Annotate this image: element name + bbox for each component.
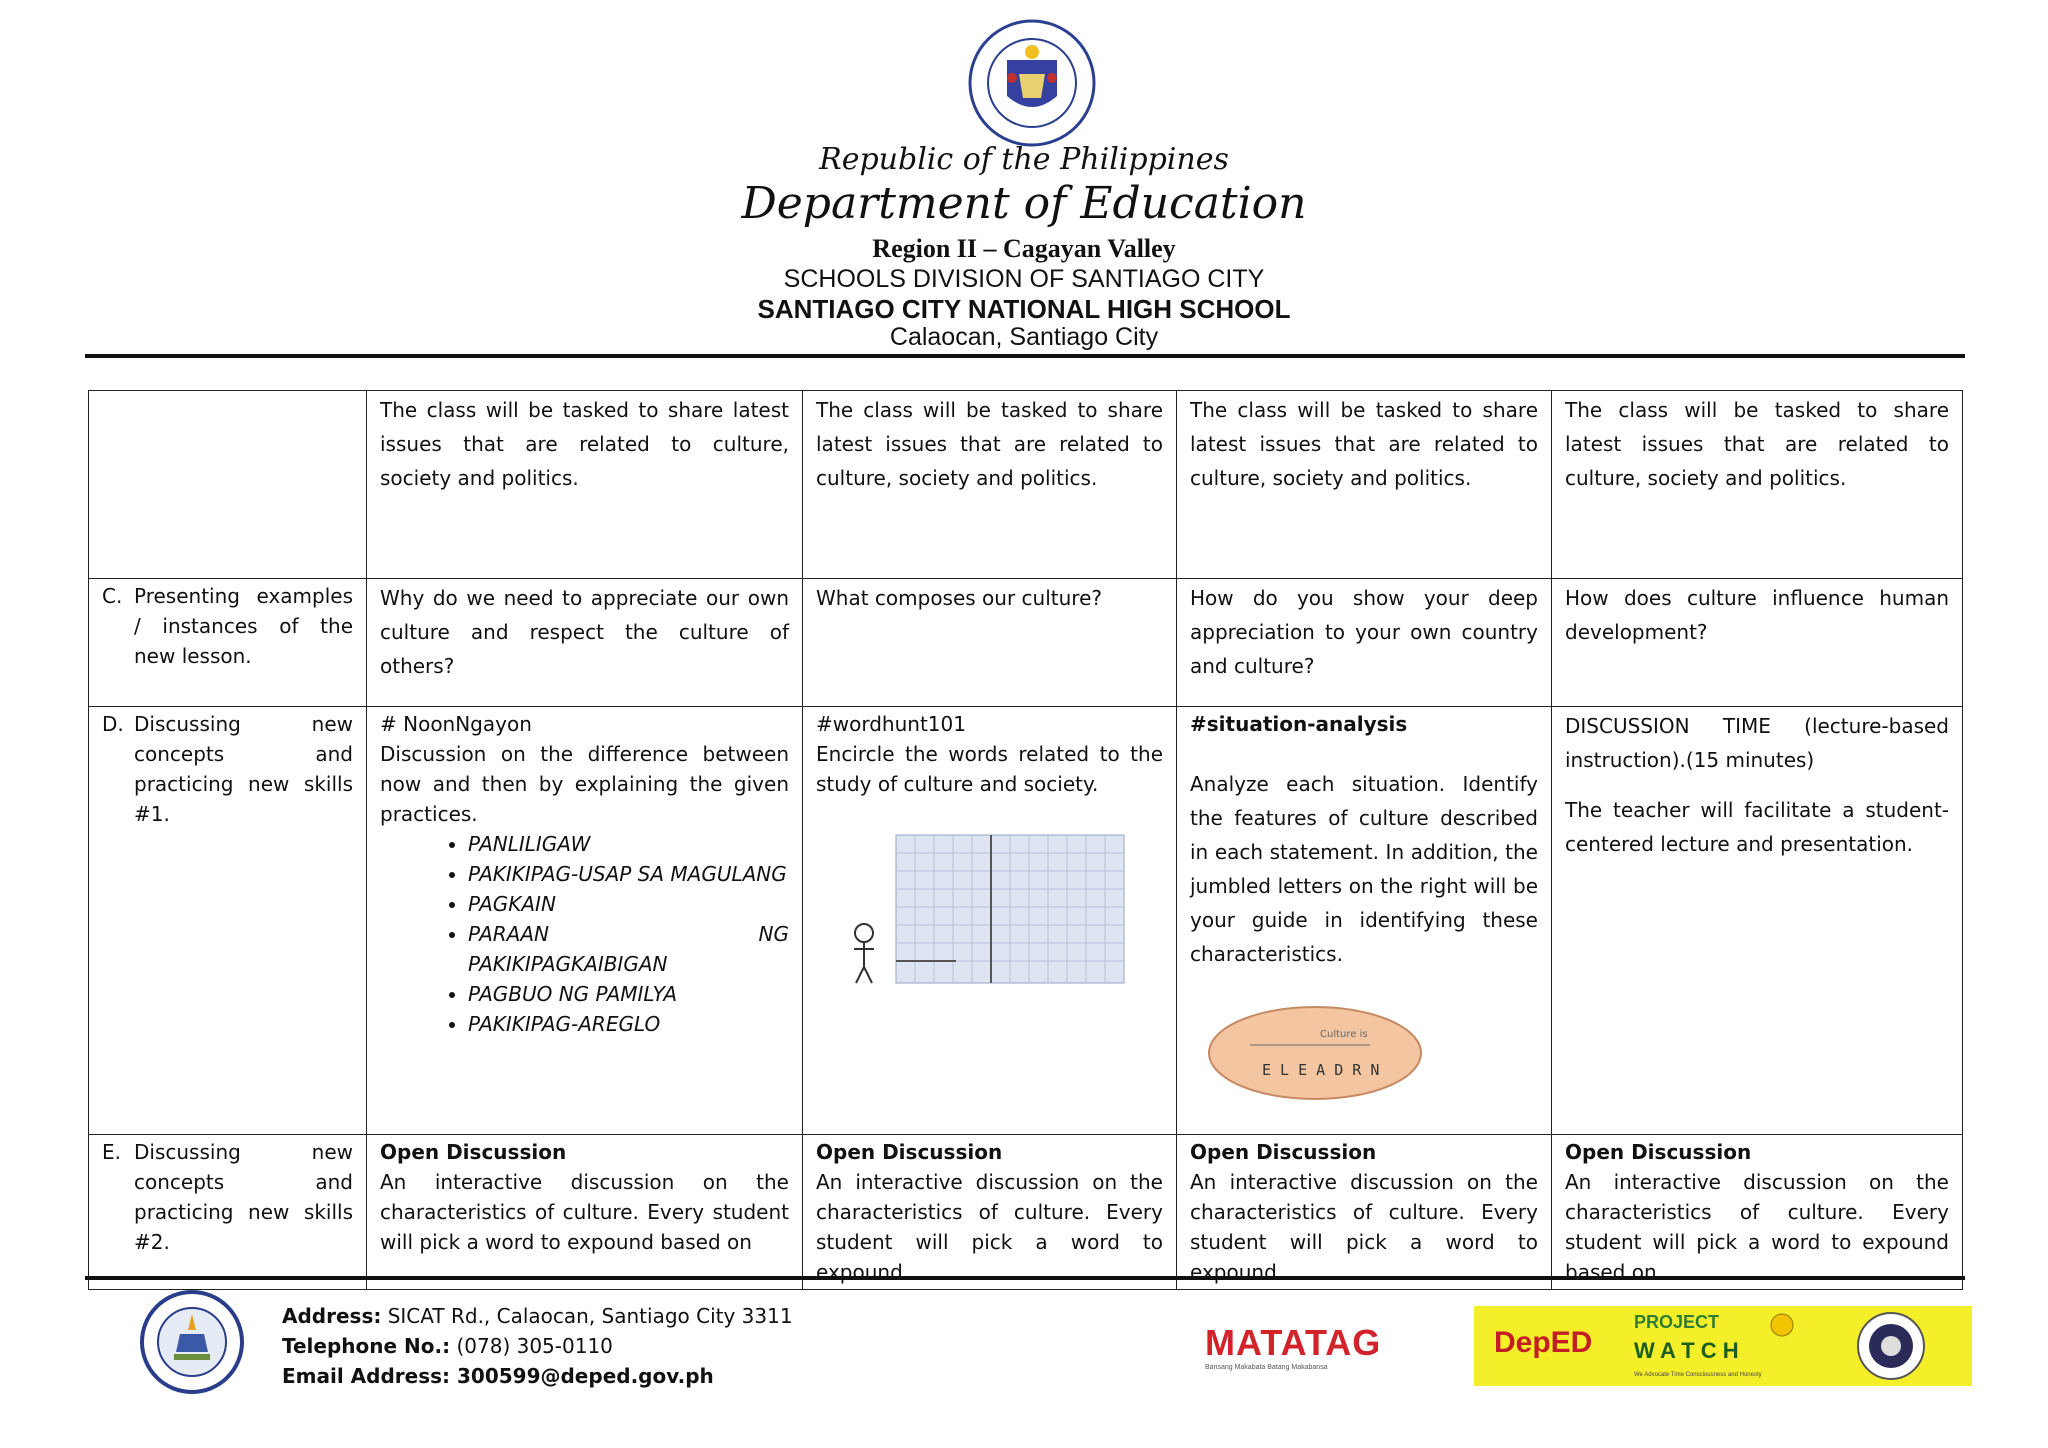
matatag-tagline: Bansang Makabata Batang Makabansa xyxy=(1205,1364,1328,1371)
list-item: • PANLILIGAW xyxy=(468,829,789,859)
row-label-cell xyxy=(89,391,367,579)
activity-heading: Open Discussion xyxy=(816,1140,1003,1164)
activity-text: Analyze each situation. Identify the features of culture described in each statement. In addition, the jumbled letters on the right will be your guide in identifying these characteristics. xyxy=(1190,772,1538,966)
footer-email xyxy=(282,1364,714,1388)
activity-text: An interactive discussion on the characteristics of culture. Every student will pick a word to expound xyxy=(1190,1170,1538,1284)
deped-seal-logo xyxy=(967,18,1097,148)
day4-cell xyxy=(1552,1135,1963,1290)
table-row-discussing-1 xyxy=(89,707,1963,1135)
activity-heading: Open Discussion xyxy=(1190,1140,1377,1164)
row-letter: E. xyxy=(102,1140,121,1164)
day4-cell: The class will be tasked to share latest issues that are related to culture, society and politics. xyxy=(1552,391,1963,579)
department-title: Department of Education xyxy=(741,178,1307,229)
jumbled-letters-oval xyxy=(1190,997,1430,1107)
activity-text: An interactive discussion on the characteristics of culture. Every student will pick a word to expound based on xyxy=(1565,1170,1949,1284)
word-hunt-grid-illustration xyxy=(816,827,1136,987)
day2-cell xyxy=(803,1135,1177,1290)
day3-cell: How do you show your deep appreciation to your own country and culture? xyxy=(1177,579,1552,707)
day3-cell: The class will be tasked to share latest issues that are related to culture, society and politics. xyxy=(1177,391,1552,579)
footer-phone xyxy=(282,1334,613,1358)
activity-tag: #wordhunt101 xyxy=(816,712,966,736)
school-seal-logo xyxy=(140,1290,245,1395)
matatag-wordmark: MATATAG xyxy=(1205,1322,1382,1363)
day2-cell xyxy=(803,707,1177,1135)
row-label: Presenting examples / instances of the new lesson. xyxy=(134,584,353,668)
activity-text: An interactive discussion on the characteristics of culture. Every student will pick a word to expound xyxy=(816,1170,1163,1284)
activity-text: Encircle the words related to the study of culture and society. xyxy=(816,742,1163,796)
table-row-activity xyxy=(89,391,1963,579)
watch-tagline: We Advocate Time Consciousness and Honesty xyxy=(1634,1372,1762,1378)
row-label-cell xyxy=(89,707,367,1135)
practices-list xyxy=(380,829,789,1039)
school-title: SANTIAGO CITY NATIONAL HIGH SCHOOL xyxy=(757,294,1291,324)
header-divider xyxy=(85,354,1965,358)
address-label: Address: xyxy=(282,1304,382,1328)
region-title: Region II – Cagayan Valley xyxy=(872,234,1176,263)
republic-title: Republic of the Philippines xyxy=(819,142,1229,177)
footer-address xyxy=(282,1304,793,1328)
project-label: PROJECT xyxy=(1634,1312,1720,1332)
day1-cell xyxy=(367,707,803,1135)
day3-cell xyxy=(1177,1135,1552,1290)
row-label-cell xyxy=(89,1135,367,1290)
watch-wordmark: W A T C H xyxy=(1634,1338,1739,1363)
row-letter: D. xyxy=(102,712,124,736)
sun-mascot-icon xyxy=(1762,1310,1802,1340)
day4-cell xyxy=(1552,707,1963,1135)
email-label: Email Address: xyxy=(282,1364,451,1388)
day1-cell xyxy=(367,1135,803,1290)
email-value: 300599@deped.gov.ph xyxy=(450,1364,714,1388)
day1-cell: The class will be tasked to share latest issues that are related to culture, society and politics. xyxy=(367,391,803,579)
lesson-plan-table xyxy=(88,390,1963,1290)
activity-heading: Open Discussion xyxy=(1565,1140,1752,1164)
table-row-presenting-examples xyxy=(89,579,1963,707)
activity-text: The teacher will facilitate a student-centered lecture and presentation. xyxy=(1565,798,1949,856)
deped-wordmark: DepED xyxy=(1494,1326,1593,1359)
oval-letters: E L E A D R N xyxy=(1262,1061,1380,1079)
division-title: SCHOOLS DIVISION OF SANTIAGO CITY xyxy=(783,265,1265,293)
day1-cell: Why do we need to appreciate our own culture and respect the culture of others? xyxy=(367,579,803,707)
phone-label: Telephone No.: xyxy=(282,1334,451,1358)
row-label: Discussing new concepts and practicing new skills #1. xyxy=(134,712,353,826)
day3-cell xyxy=(1177,707,1552,1135)
list-item: • PAKIKIPAG-USAP SA MAGULANG xyxy=(468,859,789,889)
day2-cell: The class will be tasked to share latest issues that are related to culture, society and politics. xyxy=(803,391,1177,579)
day2-cell: What composes our culture? xyxy=(803,579,1177,707)
matatag-logo xyxy=(1205,1322,1435,1378)
list-item: • PAGKAIN xyxy=(468,889,789,919)
activity-text: An interactive discussion on the characteristics of culture. Every student will pick a word to expound based on xyxy=(380,1170,789,1254)
day4-cell: How does culture influence human development? xyxy=(1552,579,1963,707)
address-value: SICAT Rd., Calaocan, Santiago City 3311 xyxy=(381,1304,793,1328)
row-label: Discussing new concepts and practicing new skills #2. xyxy=(134,1140,353,1254)
table-row-discussing-2 xyxy=(89,1135,1963,1290)
list-item: • PARAAN NG PAKIKIPAGKAIBIGAN xyxy=(468,919,789,979)
footer-divider xyxy=(85,1276,1965,1280)
school-badge-icon xyxy=(1846,1310,1936,1382)
row-label-cell xyxy=(89,579,367,707)
activity-tag: # NoonNgayon xyxy=(380,712,532,736)
oval-caption: Culture is xyxy=(1320,1029,1368,1040)
activity-tag: #situation-analysis xyxy=(1190,712,1408,736)
list-item: • PAKIKIPAG-AREGLO xyxy=(468,1009,789,1039)
activity-text: Discussion on the difference between now and then by explaining the given practices. xyxy=(380,742,789,826)
school-address: Calaocan, Santiago City xyxy=(889,323,1159,351)
list-item: • PAGBUO NG PAMILYA xyxy=(468,979,789,1009)
row-letter: C. xyxy=(102,584,123,608)
activity-text: DISCUSSION TIME (lecture-based instruction).(15 minutes) xyxy=(1565,714,1949,772)
activity-heading: Open Discussion xyxy=(380,1140,567,1164)
project-watch-banner xyxy=(1474,1306,1972,1386)
phone-value: (078) 305-0110 xyxy=(450,1334,613,1358)
